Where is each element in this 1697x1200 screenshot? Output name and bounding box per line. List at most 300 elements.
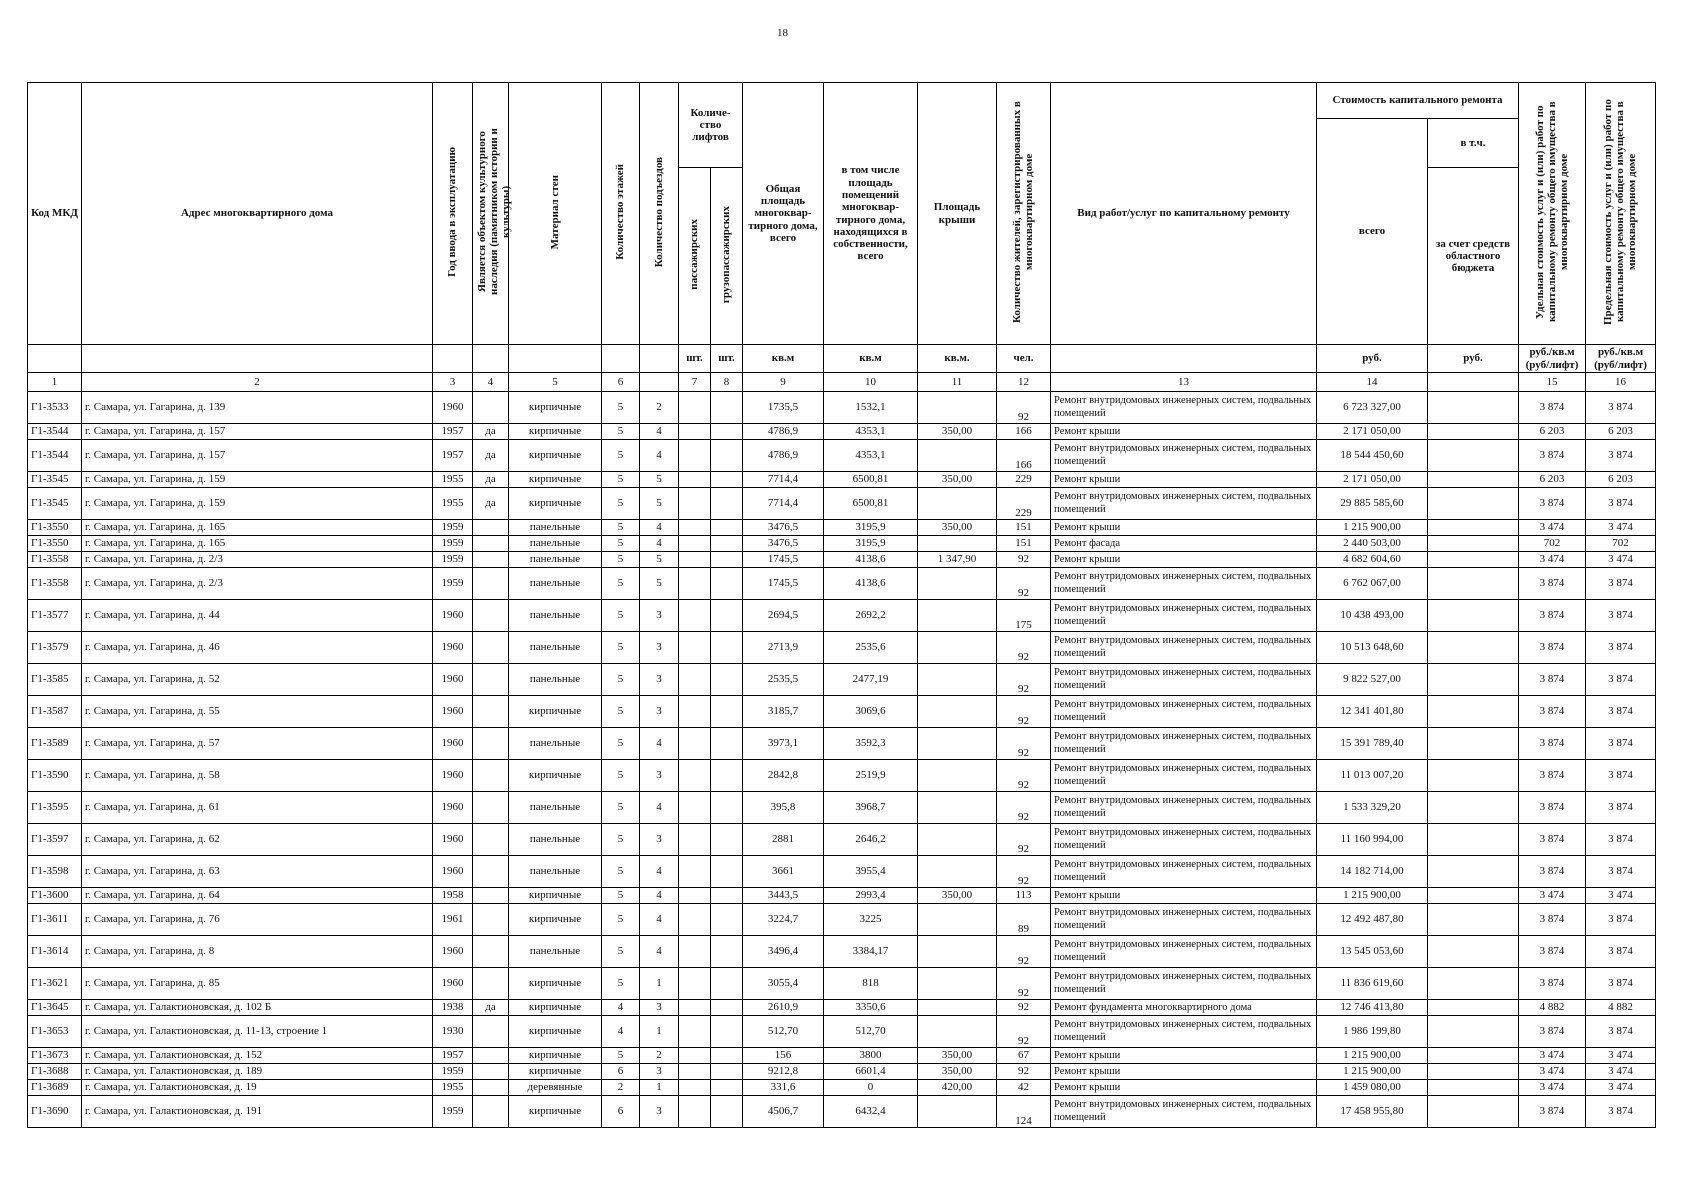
- cell-unit-cost: 3 874: [1519, 968, 1586, 1000]
- cell-lifts-pass: [679, 1096, 711, 1128]
- cell-code: Г1-3585: [28, 664, 82, 696]
- cell-roof-area: 350,00: [918, 520, 997, 536]
- cell-cost-total: 12 746 413,80: [1317, 1000, 1428, 1016]
- cell-cost-regional: [1428, 792, 1519, 824]
- cell-roof-area: [918, 696, 997, 728]
- cell-year: 1960: [433, 760, 473, 792]
- table-row: [28, 856, 1656, 888]
- cell-area-owned: 3195,9: [824, 520, 918, 536]
- cell-lifts-pass: [679, 472, 711, 488]
- cell-cost-regional: [1428, 728, 1519, 760]
- cell-unit-cost: 702: [1519, 536, 1586, 552]
- cell-code: Г1-3550: [28, 520, 82, 536]
- cell-work-type: Ремонт фундамента многоквартирного дома: [1051, 1000, 1317, 1016]
- cell-floors: 5: [602, 728, 640, 760]
- cell-residents: 92: [997, 824, 1051, 856]
- cell-cost-total: 29 885 585,60: [1317, 488, 1428, 520]
- cell-floors: 5: [602, 888, 640, 904]
- cell-lifts-cargo: [711, 552, 743, 568]
- cell-work-type: Ремонт крыши: [1051, 888, 1317, 904]
- cell-area-total: 1745,5: [743, 552, 824, 568]
- cell-lifts-pass: [679, 392, 711, 424]
- cell-cost-total: 11 013 007,20: [1317, 760, 1428, 792]
- cell-lifts-cargo: [711, 856, 743, 888]
- cell-area-total: 4506,7: [743, 1096, 824, 1128]
- cell-cost-regional: [1428, 552, 1519, 568]
- cell-year: 1957: [433, 1048, 473, 1064]
- cell-work-type: Ремонт внутридомовых инженерных систем, подвальных помещений: [1051, 392, 1317, 424]
- col-num: 12: [997, 373, 1051, 392]
- cell-entrances: 2: [640, 392, 679, 424]
- cell-lifts-pass: [679, 824, 711, 856]
- cell-lifts-cargo: [711, 1016, 743, 1048]
- cell-limit-cost: 3 874: [1586, 760, 1656, 792]
- cell-heritage: [473, 392, 509, 424]
- cell-area-total: 2610,9: [743, 1000, 824, 1016]
- page-number: 18: [777, 27, 788, 39]
- cell-cost-total: 1 986 199,80: [1317, 1016, 1428, 1048]
- table-row: [28, 1048, 1656, 1064]
- cell-cost-regional: [1428, 904, 1519, 936]
- cell-cost-total: 15 391 789,40: [1317, 728, 1428, 760]
- cell-lifts-cargo: [711, 664, 743, 696]
- cell-address: г. Самара, ул. Гагарина, д. 165: [82, 536, 433, 552]
- cell-area-total: 3661: [743, 856, 824, 888]
- table-row: [28, 536, 1656, 552]
- cell-area-total: 4786,9: [743, 440, 824, 472]
- cell-code: Г1-3545: [28, 472, 82, 488]
- cell-lifts-pass: [679, 936, 711, 968]
- cell-area-owned: 3069,6: [824, 696, 918, 728]
- cell-entrances: 1: [640, 1080, 679, 1096]
- cell-limit-cost: 3 874: [1586, 904, 1656, 936]
- cell-code: Г1-3689: [28, 1080, 82, 1096]
- cell-unit-cost: 3 874: [1519, 488, 1586, 520]
- cell-work-type: Ремонт внутридомовых инженерных систем, подвальных помещений: [1051, 1016, 1317, 1048]
- header-lifts-cargo: грузопассажирских: [711, 168, 743, 345]
- cell-entrances: 1: [640, 1016, 679, 1048]
- cell-limit-cost: 702: [1586, 536, 1656, 552]
- cell-floors: 5: [602, 792, 640, 824]
- cell-area-owned: 3592,3: [824, 728, 918, 760]
- cell-cost-total: 6 723 327,00: [1317, 392, 1428, 424]
- cell-area-total: 3476,5: [743, 536, 824, 552]
- cell-unit-cost: 3 474: [1519, 1048, 1586, 1064]
- cell-floors: 5: [602, 824, 640, 856]
- cell-roof-area: [918, 904, 997, 936]
- cell-entrances: 4: [640, 936, 679, 968]
- cell-address: г. Самара, ул. Гагарина, д. 159: [82, 488, 433, 520]
- cell-residents: 92: [997, 1000, 1051, 1016]
- cell-cost-total: 2 440 503,00: [1317, 536, 1428, 552]
- cell-floors: 5: [602, 968, 640, 1000]
- table-body: [28, 392, 1656, 1128]
- cell-roof-area: [918, 488, 997, 520]
- cell-residents: 92: [997, 632, 1051, 664]
- cell-lifts-cargo: [711, 792, 743, 824]
- cell-lifts-cargo: [711, 536, 743, 552]
- header-floors: Количество этажей: [602, 83, 640, 345]
- cell-heritage: да: [473, 424, 509, 440]
- cell-lifts-pass: [679, 600, 711, 632]
- cell-cost-regional: [1428, 1048, 1519, 1064]
- cell-cost-regional: [1428, 1000, 1519, 1016]
- cell-year: 1957: [433, 424, 473, 440]
- cell-material: кирпичные: [509, 1016, 602, 1048]
- cell-area-owned: 4138,6: [824, 552, 918, 568]
- cell-material: кирпичные: [509, 1064, 602, 1080]
- cell-entrances: 4: [640, 440, 679, 472]
- col-num: 14: [1317, 373, 1428, 392]
- header-area-total: Общая площадь многоквар-тирного дома, всего: [743, 83, 824, 345]
- cell-unit-cost: 3 874: [1519, 568, 1586, 600]
- cell-address: г. Самара, ул. Гагарина, д. 157: [82, 440, 433, 472]
- cell-floors: 5: [602, 696, 640, 728]
- cell-roof-area: [918, 440, 997, 472]
- header-entrances: Количество подъездов: [640, 83, 679, 345]
- header-lifts: Количе-ство лифтов: [679, 83, 743, 168]
- cell-cost-regional: [1428, 856, 1519, 888]
- cell-cost-total: 1 215 900,00: [1317, 520, 1428, 536]
- cell-roof-area: 1 347,90: [918, 552, 997, 568]
- cell-heritage: [473, 568, 509, 600]
- cell-area-total: 2881: [743, 824, 824, 856]
- cell-roof-area: [918, 1096, 997, 1128]
- cell-unit-cost: 3 474: [1519, 520, 1586, 536]
- table-row: [28, 824, 1656, 856]
- cell-lifts-pass: [679, 664, 711, 696]
- cell-lifts-cargo: [711, 440, 743, 472]
- cell-work-type: Ремонт внутридомовых инженерных систем, подвальных помещений: [1051, 664, 1317, 696]
- cell-work-type: Ремонт внутридомовых инженерных систем, подвальных помещений: [1051, 728, 1317, 760]
- cell-heritage: [473, 728, 509, 760]
- cell-work-type: Ремонт внутридомовых инженерных систем, подвальных помещений: [1051, 792, 1317, 824]
- cell-cost-total: 1 533 329,20: [1317, 792, 1428, 824]
- unit-sqm-2: кв.м: [824, 345, 918, 373]
- cell-unit-cost: 3 474: [1519, 1080, 1586, 1096]
- cell-residents: 92: [997, 664, 1051, 696]
- cell-cost-total: 4 682 604,60: [1317, 552, 1428, 568]
- cell-roof-area: [918, 600, 997, 632]
- cell-limit-cost: 3 474: [1586, 888, 1656, 904]
- cell-work-type: Ремонт крыши: [1051, 1080, 1317, 1096]
- cell-limit-cost: 3 474: [1586, 1048, 1656, 1064]
- cell-unit-cost: 6 203: [1519, 424, 1586, 440]
- cell-heritage: [473, 968, 509, 1000]
- cell-lifts-pass: [679, 488, 711, 520]
- cell-entrances: 3: [640, 824, 679, 856]
- cell-area-owned: 3955,4: [824, 856, 918, 888]
- table-row: [28, 600, 1656, 632]
- cell-area-owned: 2692,2: [824, 600, 918, 632]
- table-row: [28, 968, 1656, 1000]
- cell-cost-regional: [1428, 600, 1519, 632]
- cell-code: Г1-3621: [28, 968, 82, 1000]
- cell-material: панельные: [509, 856, 602, 888]
- cell-entrances: 3: [640, 1064, 679, 1080]
- cell-material: панельные: [509, 824, 602, 856]
- cell-entrances: 4: [640, 424, 679, 440]
- cell-entrances: 5: [640, 472, 679, 488]
- cell-roof-area: [918, 632, 997, 664]
- cell-material: кирпичные: [509, 472, 602, 488]
- cell-area-total: 331,6: [743, 1080, 824, 1096]
- cell-year: 1955: [433, 1080, 473, 1096]
- cell-unit-cost: 3 874: [1519, 936, 1586, 968]
- cell-material: кирпичные: [509, 392, 602, 424]
- table-row: [28, 488, 1656, 520]
- cell-material: кирпичные: [509, 904, 602, 936]
- cell-cost-regional: [1428, 760, 1519, 792]
- cell-area-owned: 2519,9: [824, 760, 918, 792]
- table-row: [28, 392, 1656, 424]
- cell-lifts-pass: [679, 632, 711, 664]
- cell-lifts-cargo: [711, 600, 743, 632]
- cell-lifts-pass: [679, 552, 711, 568]
- cell-residents: 92: [997, 968, 1051, 1000]
- cell-entrances: 3: [640, 664, 679, 696]
- cell-work-type: Ремонт внутридомовых инженерных систем, подвальных помещений: [1051, 936, 1317, 968]
- cell-area-owned: 2535,6: [824, 632, 918, 664]
- cell-heritage: [473, 520, 509, 536]
- col-num: 11: [918, 373, 997, 392]
- cell-area-total: 3443,5: [743, 888, 824, 904]
- cell-cost-total: 2 171 050,00: [1317, 472, 1428, 488]
- table-row: [28, 936, 1656, 968]
- cell-lifts-pass: [679, 440, 711, 472]
- cell-year: 1961: [433, 904, 473, 936]
- cell-cost-total: 2 171 050,00: [1317, 424, 1428, 440]
- cell-unit-cost: 3 874: [1519, 1096, 1586, 1128]
- cell-area-owned: 3350,6: [824, 1000, 918, 1016]
- cell-year: 1955: [433, 488, 473, 520]
- cell-area-owned: 2993,4: [824, 888, 918, 904]
- cell-area-owned: 4138,6: [824, 568, 918, 600]
- cell-entrances: 3: [640, 600, 679, 632]
- cell-area-owned: 512,70: [824, 1016, 918, 1048]
- table-row: [28, 728, 1656, 760]
- cell-year: 1960: [433, 968, 473, 1000]
- cell-residents: 166: [997, 440, 1051, 472]
- cell-lifts-cargo: [711, 488, 743, 520]
- cell-material: кирпичные: [509, 888, 602, 904]
- cell-material: кирпичные: [509, 1096, 602, 1128]
- cell-cost-total: 14 182 714,00: [1317, 856, 1428, 888]
- cell-limit-cost: 3 874: [1586, 936, 1656, 968]
- cell-area-total: 1745,5: [743, 568, 824, 600]
- cell-limit-cost: 3 874: [1586, 792, 1656, 824]
- cell-roof-area: [918, 1016, 997, 1048]
- cell-heritage: [473, 936, 509, 968]
- cell-entrances: 4: [640, 520, 679, 536]
- cell-area-owned: 6432,4: [824, 1096, 918, 1128]
- cell-floors: 5: [602, 536, 640, 552]
- cell-cost-regional: [1428, 440, 1519, 472]
- table-row: [28, 568, 1656, 600]
- col-num: [1428, 373, 1519, 392]
- cell-lifts-cargo: [711, 760, 743, 792]
- cell-area-total: 1735,5: [743, 392, 824, 424]
- cell-code: Г1-3545: [28, 488, 82, 520]
- cell-material: панельные: [509, 568, 602, 600]
- table-row: [28, 1080, 1656, 1096]
- cell-address: г. Самара, ул. Галактионовская, д. 189: [82, 1064, 433, 1080]
- cell-residents: 151: [997, 536, 1051, 552]
- cell-cost-regional: [1428, 536, 1519, 552]
- table-row: [28, 520, 1656, 536]
- cell-cost-total: 1 215 900,00: [1317, 888, 1428, 904]
- cell-limit-cost: 3 474: [1586, 1080, 1656, 1096]
- cell-work-type: Ремонт внутридомовых инженерных систем, подвальных помещений: [1051, 856, 1317, 888]
- cell-roof-area: [918, 392, 997, 424]
- cell-limit-cost: 3 874: [1586, 440, 1656, 472]
- cell-code: Г1-3589: [28, 728, 82, 760]
- cell-work-type: Ремонт внутридомовых инженерных систем, подвальных помещений: [1051, 696, 1317, 728]
- cell-residents: 92: [997, 1064, 1051, 1080]
- cell-lifts-cargo: [711, 728, 743, 760]
- header-address: Адрес многоквартирного дома: [82, 83, 433, 345]
- cell-residents: 92: [997, 728, 1051, 760]
- cell-residents: 229: [997, 472, 1051, 488]
- col-num: 15: [1519, 373, 1586, 392]
- cell-code: Г1-3688: [28, 1064, 82, 1080]
- cell-lifts-pass: [679, 568, 711, 600]
- cell-cost-regional: [1428, 520, 1519, 536]
- cell-limit-cost: 3 874: [1586, 824, 1656, 856]
- cell-unit-cost: 3 874: [1519, 824, 1586, 856]
- column-number-row: [28, 373, 1656, 392]
- cell-year: 1959: [433, 1096, 473, 1128]
- cell-year: 1960: [433, 792, 473, 824]
- cell-floors: 5: [602, 568, 640, 600]
- cell-limit-cost: 3 474: [1586, 552, 1656, 568]
- cell-cost-regional: [1428, 472, 1519, 488]
- cell-floors: 5: [602, 488, 640, 520]
- cell-limit-cost: 3 874: [1586, 696, 1656, 728]
- cell-address: г. Самара, ул. Гагарина, д. 55: [82, 696, 433, 728]
- cell-floors: 5: [602, 520, 640, 536]
- header-roof-area: Площадь крыши: [918, 83, 997, 345]
- cell-heritage: [473, 664, 509, 696]
- table-row: [28, 792, 1656, 824]
- cell-area-total: 2535,5: [743, 664, 824, 696]
- cell-entrances: 3: [640, 760, 679, 792]
- cell-limit-cost: 3 874: [1586, 568, 1656, 600]
- cell-address: г. Самара, ул. Гагарина, д. 85: [82, 968, 433, 1000]
- cell-cost-regional: [1428, 392, 1519, 424]
- cell-unit-cost: 3 874: [1519, 728, 1586, 760]
- cell-area-total: 395,8: [743, 792, 824, 824]
- cell-area-owned: 3384,17: [824, 936, 918, 968]
- cell-cost-regional: [1428, 568, 1519, 600]
- cell-year: 1960: [433, 664, 473, 696]
- cell-lifts-pass: [679, 1016, 711, 1048]
- col-num: 16: [1586, 373, 1656, 392]
- cell-limit-cost: 3 874: [1586, 488, 1656, 520]
- cell-residents: 92: [997, 760, 1051, 792]
- cell-year: 1959: [433, 568, 473, 600]
- cell-address: г. Самара, ул. Гагарина, д. 61: [82, 792, 433, 824]
- header-lifts-pass: пассажирских: [679, 168, 711, 345]
- table-row: [28, 1096, 1656, 1128]
- cell-entrances: 5: [640, 488, 679, 520]
- cell-limit-cost: 3 874: [1586, 632, 1656, 664]
- cell-roof-area: [918, 536, 997, 552]
- cell-code: Г1-3595: [28, 792, 82, 824]
- cell-limit-cost: 6 203: [1586, 472, 1656, 488]
- cell-lifts-pass: [679, 1000, 711, 1016]
- cell-roof-area: 420,00: [918, 1080, 997, 1096]
- col-num: 1: [28, 373, 82, 392]
- cell-residents: 92: [997, 856, 1051, 888]
- cell-work-type: Ремонт крыши: [1051, 1048, 1317, 1064]
- cell-area-total: 2713,9: [743, 632, 824, 664]
- cell-unit-cost: 3 474: [1519, 1064, 1586, 1080]
- cell-entrances: 4: [640, 792, 679, 824]
- unit-pcs-2: шт.: [711, 345, 743, 373]
- cell-year: 1959: [433, 552, 473, 568]
- cell-unit-cost: 3 474: [1519, 888, 1586, 904]
- cell-lifts-pass: [679, 536, 711, 552]
- cell-area-owned: 4353,1: [824, 424, 918, 440]
- cell-heritage: да: [473, 488, 509, 520]
- cell-address: г. Самара, ул. Гагарина, д. 8: [82, 936, 433, 968]
- cell-material: панельные: [509, 536, 602, 552]
- cell-entrances: 1: [640, 968, 679, 1000]
- cell-code: Г1-3690: [28, 1096, 82, 1128]
- cell-material: панельные: [509, 632, 602, 664]
- cell-floors: 5: [602, 760, 640, 792]
- cell-unit-cost: 3 874: [1519, 392, 1586, 424]
- cell-year: 1938: [433, 1000, 473, 1016]
- cell-cost-total: 13 545 053,60: [1317, 936, 1428, 968]
- cell-floors: 5: [602, 856, 640, 888]
- cell-code: Г1-3611: [28, 904, 82, 936]
- cell-heritage: да: [473, 440, 509, 472]
- cell-material: кирпичные: [509, 424, 602, 440]
- cell-roof-area: [918, 728, 997, 760]
- cell-work-type: Ремонт внутридомовых инженерных систем, подвальных помещений: [1051, 824, 1317, 856]
- cell-code: Г1-3544: [28, 440, 82, 472]
- col-num: 8: [711, 373, 743, 392]
- cell-residents: 175: [997, 600, 1051, 632]
- cell-lifts-pass: [679, 904, 711, 936]
- cell-code: Г1-3544: [28, 424, 82, 440]
- cell-floors: 5: [602, 1048, 640, 1064]
- cell-unit-cost: 4 882: [1519, 1000, 1586, 1016]
- cell-residents: 229: [997, 488, 1051, 520]
- cell-address: г. Самара, ул. Галактионовская, д. 19: [82, 1080, 433, 1096]
- table-row: [28, 424, 1656, 440]
- cell-area-total: 3476,5: [743, 520, 824, 536]
- unit-sqm-1: кв.м: [743, 345, 824, 373]
- cell-roof-area: [918, 936, 997, 968]
- cell-lifts-pass: [679, 728, 711, 760]
- unit-rub-1: руб.: [1317, 345, 1428, 373]
- col-num: 2: [82, 373, 433, 392]
- cell-cost-total: 9 822 527,00: [1317, 664, 1428, 696]
- cell-code: Г1-3590: [28, 760, 82, 792]
- cell-area-total: 7714,4: [743, 472, 824, 488]
- cell-lifts-pass: [679, 760, 711, 792]
- cell-lifts-cargo: [711, 392, 743, 424]
- cell-year: 1960: [433, 824, 473, 856]
- cell-material: кирпичные: [509, 1000, 602, 1016]
- cell-area-total: 3496,4: [743, 936, 824, 968]
- cell-roof-area: [918, 568, 997, 600]
- table-row: [28, 1064, 1656, 1080]
- cell-residents: 92: [997, 392, 1051, 424]
